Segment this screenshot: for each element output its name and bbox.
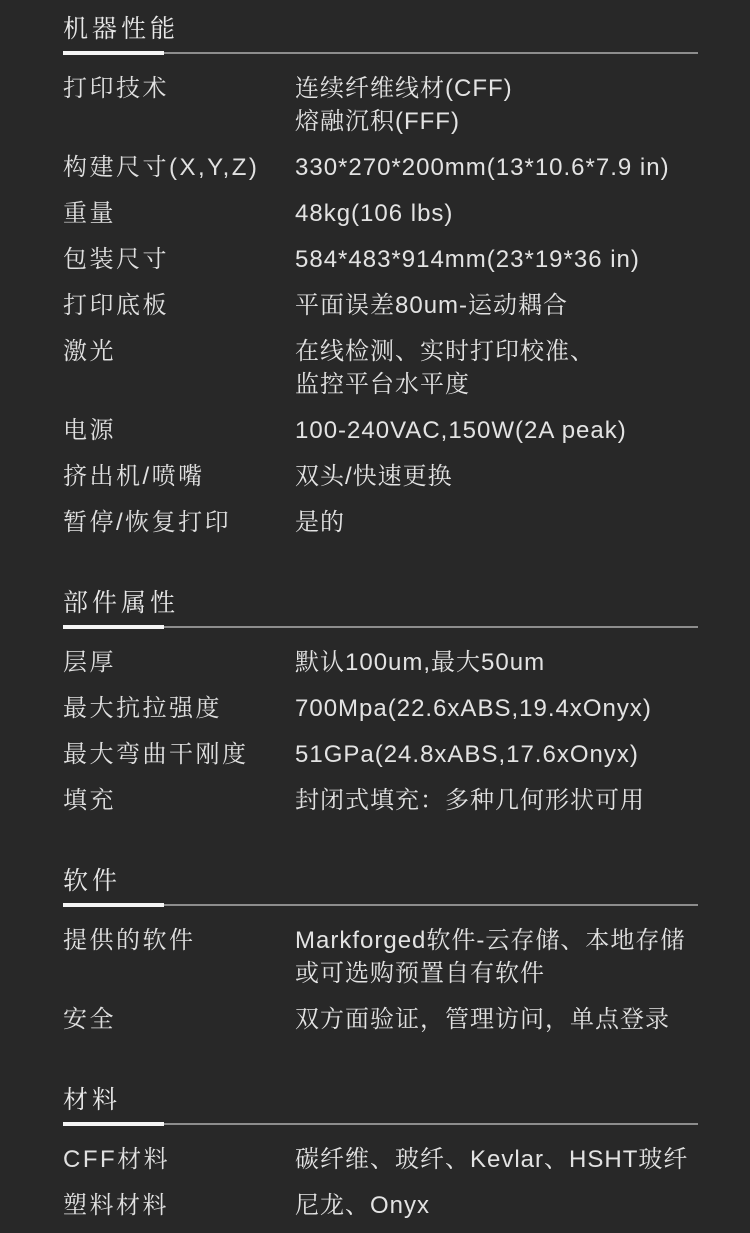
section-underline-accent [63,1122,164,1126]
spec-label: 挤出机/喷嘴 [63,463,205,490]
spec-value [295,1189,710,1222]
spec-row [63,646,710,679]
spec-value-line: 584*483*914mm(23*19*36 in) [295,246,640,273]
spec-row [63,197,710,230]
spec-label: 构建尺寸(X,Y,Z) [63,154,260,181]
spec-row [63,506,710,539]
spec-value-line: 碳纤维、玻纤、Kevlar、HSHT玻纤 [295,1146,689,1173]
spec-value-line: 熔融沉积(FFF) [295,108,460,135]
section-title: 软件 [63,867,122,895]
spec-section [63,588,710,817]
section-underline [63,1122,698,1126]
section-title: 机器性能 [63,15,180,43]
spec-row [63,784,710,817]
spec-label: 包装尺寸 [63,246,169,273]
spec-value-line: Markforged软件-云存储、本地存储 [295,927,686,954]
spec-value-line: 或可选购预置自有软件 [295,960,545,987]
spec-value-line: 监控平台水平度 [295,371,470,398]
section-underline [63,625,698,629]
spec-section [63,1085,710,1222]
spec-row [63,243,710,276]
spec-section [63,866,710,1036]
spec-value [295,646,710,679]
spec-value [295,506,710,539]
spec-label: 打印底板 [63,292,169,319]
section-title: 材料 [63,1086,122,1114]
spec-rows [63,1143,710,1222]
spec-value-line: 平面误差80um-运动耦合 [295,292,569,319]
spec-label: CFF材料 [63,1146,171,1173]
spec-row [63,1189,710,1222]
spec-value [295,72,710,138]
spec-label: 塑料材料 [63,1192,169,1219]
spec-value-line: 连续纤维线材(CFF) [295,75,513,102]
spec-row [63,151,710,184]
spec-label: 填充 [63,787,116,814]
spec-row [63,72,710,138]
spec-row [63,738,710,771]
spec-value [295,784,710,817]
spec-label: 打印技术 [63,75,169,102]
spec-label: 激光 [63,338,116,365]
spec-section [63,14,710,539]
spec-row [63,460,710,493]
spec-row [63,1003,710,1036]
spec-value [295,1003,710,1036]
spec-value [295,924,710,990]
spec-value-line: 在线检测、实时打印校准、 [295,338,595,365]
spec-value-line: 双头/快速更换 [295,463,453,490]
spec-value-line: 51GPa(24.8xABS,17.6xOnyx) [295,741,639,768]
spec-value [295,335,710,401]
spec-value [295,243,710,276]
section-underline-accent [63,903,164,907]
spec-value [295,414,710,447]
spec-value-line: 双方面验证，管理访问，单点登录 [295,1006,670,1033]
spec-row [63,924,710,990]
spec-row [63,1143,710,1176]
spec-value [295,1143,710,1176]
spec-value [295,460,710,493]
spec-row [63,414,710,447]
spec-rows [63,646,710,817]
spec-value [295,289,710,322]
spec-value [295,197,710,230]
spec-row [63,692,710,725]
spec-label: 安全 [63,1006,116,1033]
spec-label: 电源 [63,417,116,444]
spec-value-line: 700Mpa(22.6xABS,19.4xOnyx) [295,695,652,722]
spec-label: 最大抗拉强度 [63,695,222,722]
spec-value-line: 封闭式填充：多种几何形状可用 [295,787,645,814]
section-title: 部件属性 [63,589,180,617]
spec-label: 最大弯曲干刚度 [63,741,249,768]
section-underline-accent [63,625,164,629]
section-underline [63,903,698,907]
spec-rows [63,72,710,539]
spec-value-line: 330*270*200mm(13*10.6*7.9 in) [295,154,670,181]
spec-rows [63,924,710,1036]
section-underline-accent [63,51,164,55]
spec-value [295,692,710,725]
section-underline [63,51,698,55]
spec-value [295,151,710,184]
spec-row [63,289,710,322]
spec-label: 重量 [63,200,116,227]
spec-value-line: 100-240VAC,150W(2A peak) [295,417,627,444]
spec-label: 提供的软件 [63,927,196,954]
spec-value-line: 是的 [295,509,345,536]
spec-row [63,335,710,401]
spec-value-line: 默认100um,最大50um [295,649,546,676]
spec-value-line: 尼龙、Onyx [295,1192,431,1219]
spec-label: 暂停/恢复打印 [63,509,232,536]
spec-value-line: 48kg(106 lbs) [295,200,454,227]
spec-label: 层厚 [63,649,116,676]
spec-value [295,738,710,771]
